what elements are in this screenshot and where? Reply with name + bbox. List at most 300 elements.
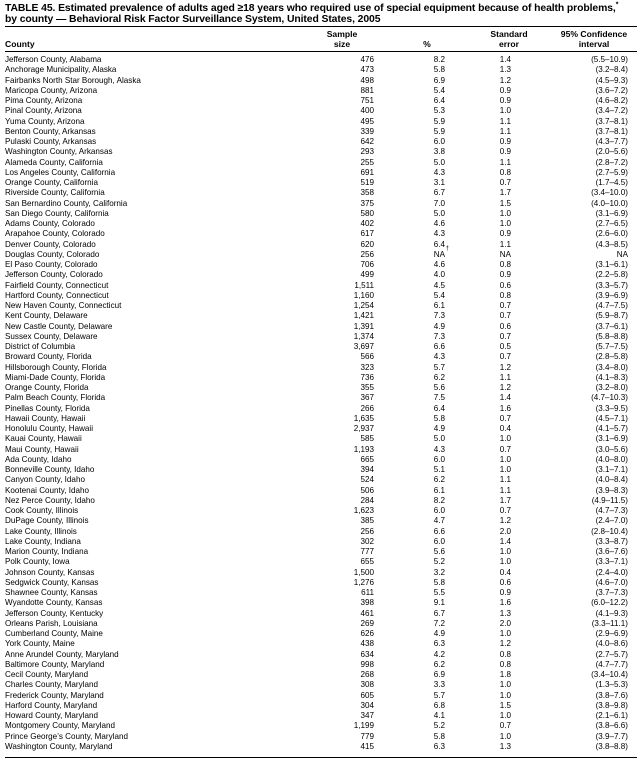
cell-confidence-interval-text: (3.3–11.1) — [591, 618, 628, 628]
cell-standard-error — [500, 229, 511, 239]
cell-sample-size-text: 284 — [360, 495, 374, 505]
cell-county — [5, 547, 88, 557]
cell-standard-error-text: 0.7 — [499, 506, 511, 515]
cell-percent-text: 3.3 — [433, 680, 445, 690]
cell-percent-text: 4.1 — [433, 711, 445, 720]
cell-sample-size-text: 268 — [360, 670, 374, 679]
cell-standard-error — [500, 506, 511, 516]
cell-confidence-interval-text: (3.7–8.1) — [595, 116, 628, 126]
cell-county-text: Hawaii County, Hawaii — [5, 413, 86, 423]
cell-sample-size-text: 323 — [360, 362, 374, 372]
table-row — [5, 158, 637, 168]
cell-confidence-interval-text: (3.8–6.6) — [595, 721, 628, 731]
header-ci-line2: interval — [578, 38, 610, 49]
cell-county — [5, 701, 97, 711]
cell-standard-error — [500, 209, 511, 219]
cell-sample-size — [360, 137, 374, 147]
cell-confidence-interval — [596, 158, 628, 168]
cell-standard-error — [500, 486, 511, 496]
cell-standard-error — [500, 701, 511, 711]
cell-confidence-interval — [596, 178, 628, 188]
cell-sample-size — [354, 424, 374, 434]
cell-sample-size — [360, 219, 374, 229]
cell-county-text: Marion County, Indiana — [5, 547, 89, 556]
cell-county-text: Anne Arundel County, Maryland — [5, 649, 119, 659]
cell-standard-error-text: 0.7 — [499, 413, 511, 423]
cell-percent-text: 7.3 — [433, 331, 445, 341]
cell-standard-error-text: 1.1 — [499, 126, 511, 136]
cell-percent-text: 5.8 — [433, 577, 445, 587]
cell-sample-size — [360, 516, 374, 526]
table-row — [5, 496, 637, 506]
cell-standard-error-text: 0.7 — [499, 301, 511, 310]
cell-county-text: Maui County, Hawaii — [5, 444, 79, 454]
cell-confidence-interval-text: (5.8–8.8) — [595, 331, 628, 341]
table-row — [5, 188, 637, 198]
cell-county-text: Orange County, California — [5, 178, 98, 187]
cell-confidence-interval-text: (2.0–5.6) — [595, 147, 628, 157]
cell-standard-error-text: 0.9 — [499, 270, 511, 280]
cell-county-text: Cook County, Illinois — [5, 506, 79, 515]
cell-sample-size-text: 1,193 — [353, 444, 374, 454]
cell-confidence-interval — [596, 537, 628, 547]
cell-sample-size — [360, 117, 374, 127]
cell-confidence-interval-text: (2.4–4.0) — [595, 567, 628, 577]
cell-standard-error — [500, 393, 511, 403]
cell-confidence-interval-text: (3.8–7.6) — [595, 690, 628, 700]
cell-standard-error — [500, 311, 511, 321]
cell-county — [5, 404, 90, 414]
cell-percent — [434, 486, 445, 496]
cell-percent-text: 5.0 — [433, 157, 445, 167]
cell-standard-error — [500, 178, 511, 188]
table-row — [5, 393, 637, 403]
cell-standard-error-text: 0.8 — [499, 659, 511, 669]
cell-confidence-interval — [596, 363, 628, 373]
cell-county — [5, 527, 77, 537]
cell-sample-size — [360, 363, 374, 373]
cell-standard-error — [500, 619, 511, 629]
cell-county-text: Denver County, Colorado — [5, 239, 96, 249]
cell-confidence-interval — [596, 127, 628, 137]
cell-sample-size-text: 506 — [360, 485, 374, 495]
cell-confidence-interval-text: (2.8–5.8) — [595, 352, 628, 362]
table-row — [5, 629, 637, 639]
cell-confidence-interval-text: (3.1–6.9) — [595, 434, 628, 444]
cell-percent — [434, 301, 445, 311]
cell-percent — [434, 55, 445, 65]
table-row — [5, 639, 637, 649]
cell-county-text: York County, Maine — [5, 639, 75, 649]
cell-confidence-interval — [596, 117, 628, 127]
cell-percent-text: 4.2 — [433, 649, 445, 659]
cell-county — [5, 363, 107, 373]
table-row — [5, 537, 637, 547]
cell-county-text: San Bernardino County, California — [5, 198, 128, 208]
cell-sample-size-text: 1,276 — [353, 577, 374, 587]
cell-confidence-interval-text: (4.9–11.5) — [591, 495, 628, 505]
cell-sample-size — [360, 465, 374, 475]
cell-county-text: Jefferson County, Alabama — [5, 55, 102, 64]
header-sample-line1: Sample — [326, 29, 358, 39]
cell-confidence-interval-text: (3.0–5.6) — [595, 444, 628, 454]
cell-sample-size-text: 1,635 — [353, 413, 374, 423]
cell-percent — [434, 86, 445, 96]
cell-county — [5, 578, 98, 588]
cell-standard-error — [500, 609, 511, 619]
cell-sample-size — [360, 188, 374, 198]
table-row — [5, 383, 637, 393]
cell-standard-error-text: 0.9 — [499, 147, 511, 157]
cell-percent — [434, 393, 445, 403]
cell-confidence-interval-text: (3.4–10.4) — [591, 670, 628, 679]
cell-county — [5, 250, 99, 260]
cell-percent-text: 5.0 — [433, 434, 445, 444]
cell-county — [5, 588, 98, 598]
cell-percent — [434, 209, 445, 219]
cell-sample-size — [360, 547, 374, 557]
cell-county-text: Nez Perce County, Idaho — [5, 495, 95, 505]
cell-confidence-interval-text: (4.7–7.5) — [595, 301, 628, 310]
cell-confidence-interval-text: (5.9–8.7) — [595, 311, 628, 321]
table-body — [5, 55, 637, 752]
cell-sample-size-text: 402 — [360, 219, 374, 228]
cell-county-text: Pulaski County, Arkansas — [5, 137, 97, 146]
cell-percent — [434, 404, 445, 414]
cell-county-text: Orange County, Florida — [5, 383, 89, 392]
cell-standard-error-text: 0.6 — [499, 280, 511, 290]
cell-county — [5, 732, 128, 742]
cell-confidence-interval-text: (4.7–7.7) — [595, 659, 628, 669]
cell-percent — [434, 96, 445, 106]
cell-percent — [434, 568, 445, 578]
table-row — [5, 373, 637, 383]
cell-sample-size — [360, 229, 374, 239]
cell-percent-text: 6.0 — [433, 536, 445, 546]
cell-percent-text: 4.9 — [433, 321, 445, 331]
table-row — [5, 322, 637, 332]
table-row — [5, 742, 637, 752]
top-rule — [5, 26, 637, 27]
cell-percent-text: 5.1 — [433, 465, 445, 474]
cell-confidence-interval-text: (3.4–8.0) — [595, 362, 628, 372]
cell-confidence-interval-text: (2.8–10.4) — [591, 526, 628, 536]
table-row — [5, 245, 637, 260]
table-row — [5, 342, 637, 352]
cell-sample-size-text: 881 — [360, 85, 374, 95]
table-row — [5, 209, 637, 219]
cell-county-text: Hartford County, Connecticut — [5, 290, 109, 300]
cell-standard-error-text: 1.8 — [499, 670, 511, 679]
cell-county — [5, 414, 85, 424]
cell-confidence-interval — [596, 332, 628, 342]
cell-sample-size — [354, 291, 374, 301]
cell-confidence-interval — [596, 691, 628, 701]
cell-sample-size-text: 642 — [360, 137, 374, 146]
cell-sample-size — [360, 455, 374, 465]
cell-sample-size-text: 415 — [360, 741, 374, 751]
cell-sample-size-text: 394 — [360, 465, 374, 474]
cell-standard-error-text: 1.6 — [499, 598, 511, 608]
cell-confidence-interval — [591, 670, 628, 680]
table-row — [5, 260, 637, 270]
cell-county — [5, 496, 95, 506]
cell-county — [5, 229, 105, 239]
header-se-line1: Standard — [490, 29, 528, 39]
cell-percent-text: 4.3 — [433, 444, 445, 454]
cell-sample-size — [360, 260, 374, 270]
cell-sample-size-text: 620 — [360, 239, 374, 249]
table-row — [5, 96, 637, 106]
cell-sample-size — [354, 342, 374, 352]
cell-sample-size — [354, 332, 374, 342]
table-row — [5, 650, 637, 660]
cell-sample-size-text: 398 — [360, 598, 374, 608]
cell-percent — [434, 455, 445, 465]
cell-county-text: Los Angeles County, California — [5, 167, 116, 177]
cell-county-text: Lake County, Illinois — [5, 526, 77, 536]
cell-county-text: New Castle County, Delaware — [5, 321, 113, 331]
cell-county-text: Pinellas County, Florida — [5, 403, 90, 413]
cell-standard-error — [500, 137, 511, 147]
cell-percent-text: 4.3 — [433, 352, 445, 362]
cell-percent — [434, 76, 445, 86]
cell-percent-text: 4.9 — [433, 629, 445, 638]
cell-standard-error — [500, 260, 511, 270]
cell-county — [5, 506, 78, 516]
cell-standard-error-text: 0.6 — [499, 577, 511, 587]
cell-confidence-interval — [596, 76, 628, 86]
cell-standard-error — [500, 127, 511, 137]
cell-sample-size — [354, 301, 374, 311]
cell-percent — [434, 199, 445, 209]
cell-confidence-interval — [596, 680, 628, 690]
cell-confidence-interval-text: (4.7–7.3) — [595, 506, 628, 515]
cell-percent-text: 5.5 — [433, 588, 445, 597]
cell-confidence-interval-text: (5.7–7.5) — [595, 342, 628, 351]
cell-county-text: Douglas County, Colorado — [5, 249, 100, 259]
cell-sample-size — [360, 639, 374, 649]
cell-percent-text: 5.9 — [433, 116, 445, 126]
cell-standard-error — [500, 332, 511, 342]
cell-county — [5, 455, 71, 465]
cell-county-text: Harford County, Maryland — [5, 700, 98, 710]
cell-standard-error-text: 1.2 — [499, 516, 511, 526]
cell-confidence-interval-text: (3.4–7.2) — [595, 106, 628, 116]
cell-county — [5, 147, 113, 157]
cell-sample-size — [360, 168, 374, 178]
cell-county — [5, 260, 98, 270]
cell-percent-text: 6.1 — [433, 485, 445, 495]
cell-sample-size-text: 585 — [360, 434, 374, 444]
table-row — [5, 578, 637, 588]
cell-county-text: Kauai County, Hawaii — [5, 434, 82, 444]
cell-county-text: Yuma County, Arizona — [5, 116, 85, 126]
cell-sample-size-text: 605 — [360, 690, 374, 700]
cell-county-text: Honolulu County, Hawaii — [5, 424, 94, 433]
cell-county-text: Kent County, Delaware — [5, 311, 88, 321]
cell-confidence-interval-text: (3.6–7.2) — [595, 85, 628, 95]
cell-percent-text: 7.3 — [433, 311, 445, 321]
table-row — [5, 127, 637, 137]
table-row — [5, 332, 637, 342]
cell-percent-text: 6.0 — [433, 506, 445, 515]
cell-sample-size — [360, 742, 374, 752]
cell-county — [5, 691, 104, 701]
cell-standard-error — [500, 168, 511, 178]
cell-confidence-interval-text: (3.2–8.4) — [595, 65, 628, 75]
cell-standard-error-text: 1.3 — [499, 65, 511, 75]
cell-county — [5, 332, 98, 342]
table-row — [5, 732, 637, 742]
cell-sample-size-text: 634 — [360, 649, 374, 659]
cell-confidence-interval — [596, 732, 628, 742]
cell-standard-error-text: 1.5 — [499, 198, 511, 208]
cell-confidence-interval-text: (2.1–6.1) — [595, 711, 628, 720]
table-row — [5, 670, 637, 680]
table-row — [5, 219, 637, 229]
cell-standard-error-text: 1.1 — [499, 475, 511, 485]
cell-confidence-interval-text: (2.7–5.9) — [595, 167, 628, 177]
cell-percent — [434, 158, 445, 168]
cell-confidence-interval — [596, 137, 628, 147]
cell-confidence-interval — [596, 301, 628, 311]
table-row — [5, 281, 637, 291]
cell-percent-text: 6.6 — [433, 342, 445, 351]
cell-confidence-interval — [596, 270, 628, 280]
cell-confidence-interval-text: (6.0–12.2) — [591, 598, 628, 608]
cell-sample-size-text: 375 — [360, 198, 374, 208]
cell-sample-size-text: 1,160 — [353, 290, 374, 300]
cell-standard-error — [500, 721, 511, 731]
cell-county-text: Sedgwick County, Kansas — [5, 577, 99, 587]
cell-confidence-interval — [596, 311, 628, 321]
cell-standard-error-text: 1.0 — [499, 629, 511, 638]
cell-confidence-interval-text: (2.6–6.0) — [595, 229, 628, 239]
cell-confidence-interval — [596, 506, 628, 516]
cell-percent — [434, 701, 445, 711]
cell-percent — [434, 475, 445, 485]
cell-county — [5, 639, 75, 649]
cell-percent-text: 7.2 — [433, 618, 445, 628]
cell-percent-text: 5.6 — [433, 383, 445, 392]
cell-standard-error — [500, 424, 511, 434]
cell-percent-text: 6.2 — [433, 372, 445, 382]
cell-confidence-interval-text: (3.7–8.1) — [595, 126, 628, 136]
cell-county — [5, 158, 103, 168]
cell-percent — [434, 188, 445, 198]
cell-standard-error — [500, 598, 511, 608]
cell-confidence-interval — [592, 619, 628, 629]
cell-confidence-interval-text: NA — [616, 249, 628, 259]
cell-confidence-interval — [596, 322, 628, 332]
cell-sample-size — [354, 322, 374, 332]
cell-sample-size — [360, 106, 374, 116]
cell-standard-error-text: 1.1 — [499, 239, 511, 249]
cell-standard-error — [500, 76, 511, 86]
cell-county — [5, 711, 98, 721]
cell-percent — [434, 240, 445, 250]
cell-percent-text: 5.4 — [433, 290, 445, 300]
cell-sample-size — [360, 55, 374, 65]
cell-standard-error-text: 1.3 — [499, 608, 511, 618]
cell-confidence-interval-text: (4.0–8.6) — [595, 639, 628, 649]
cell-county-text: Howard County, Maryland — [5, 711, 98, 720]
cell-percent — [434, 434, 445, 444]
cell-county — [5, 434, 82, 444]
cell-percent — [434, 588, 445, 598]
cell-percent — [434, 506, 445, 516]
cell-confidence-interval-text: (3.3–5.7) — [595, 280, 628, 290]
cell-county-text: DuPage County, Illinois — [5, 516, 89, 526]
title-line-1: TABLE 45. Estimated prevalence of adults aged ≥18 years who required use of special equipment because of health problems, — [5, 3, 616, 14]
cell-sample-size-text: 461 — [360, 608, 374, 618]
cell-percent-text: 6.8 — [433, 700, 445, 710]
cell-county — [5, 342, 75, 352]
cell-standard-error-text: 0.7 — [499, 178, 511, 187]
cell-county — [5, 742, 113, 752]
cell-standard-error — [500, 352, 511, 362]
cell-county-text: Charles County, Maryland — [5, 680, 98, 690]
cell-sample-size-text: 367 — [360, 393, 374, 403]
table-row — [5, 619, 637, 629]
cell-standard-error-text: 0.9 — [499, 229, 511, 239]
cell-confidence-interval-text: (2.9–6.9) — [595, 629, 628, 638]
cell-confidence-interval-text: (4.5–9.3) — [595, 75, 628, 85]
table-row — [5, 598, 637, 608]
cell-county — [5, 486, 89, 496]
cell-percent-text: 5.7 — [433, 362, 445, 372]
cell-county — [5, 219, 95, 229]
cell-percent — [434, 178, 445, 188]
cell-county — [5, 76, 141, 86]
cell-county-text: Johnson County, Kansas — [5, 567, 95, 577]
cell-confidence-interval-text: (3.3–7.1) — [595, 557, 628, 567]
cell-county-text: District of Columbia — [5, 342, 76, 351]
cell-confidence-interval — [596, 742, 628, 752]
cell-percent — [434, 578, 445, 588]
cell-percent-text: 6.1 — [433, 301, 445, 310]
cell-confidence-interval-text: (3.3–8.7) — [595, 536, 628, 546]
cell-percent — [434, 332, 445, 342]
cell-percent-text: 6.7 — [433, 188, 445, 198]
cell-county-text: Lake County, Indiana — [5, 536, 81, 546]
cell-county-text: Maricopa County, Arizona — [5, 85, 98, 95]
cell-county-text: Broward County, Florida — [5, 352, 92, 362]
cell-percent-text: 4.6 — [433, 219, 445, 228]
cell-standard-error — [500, 465, 511, 475]
cell-standard-error — [500, 383, 511, 393]
cell-percent-text: 4.3 — [433, 167, 445, 177]
cell-confidence-interval-text: (1.3–5.3) — [595, 680, 628, 690]
cell-sample-size-text: 626 — [360, 629, 374, 638]
cell-sample-size — [360, 691, 374, 701]
cell-county — [5, 393, 105, 403]
cell-county — [5, 424, 93, 434]
cell-standard-error — [500, 270, 511, 280]
table-row — [5, 680, 637, 690]
cell-standard-error — [500, 547, 511, 557]
cell-county — [5, 270, 103, 280]
cell-percent-text: 5.3 — [433, 106, 445, 116]
table-row — [5, 229, 637, 239]
cell-standard-error-text: 1.2 — [499, 362, 511, 372]
cell-sample-size-text: 1,421 — [353, 311, 374, 321]
cell-confidence-interval-text: (3.1–6.1) — [595, 260, 628, 269]
table-row — [5, 240, 637, 250]
cell-sample-size — [360, 486, 374, 496]
cell-county — [5, 137, 96, 147]
